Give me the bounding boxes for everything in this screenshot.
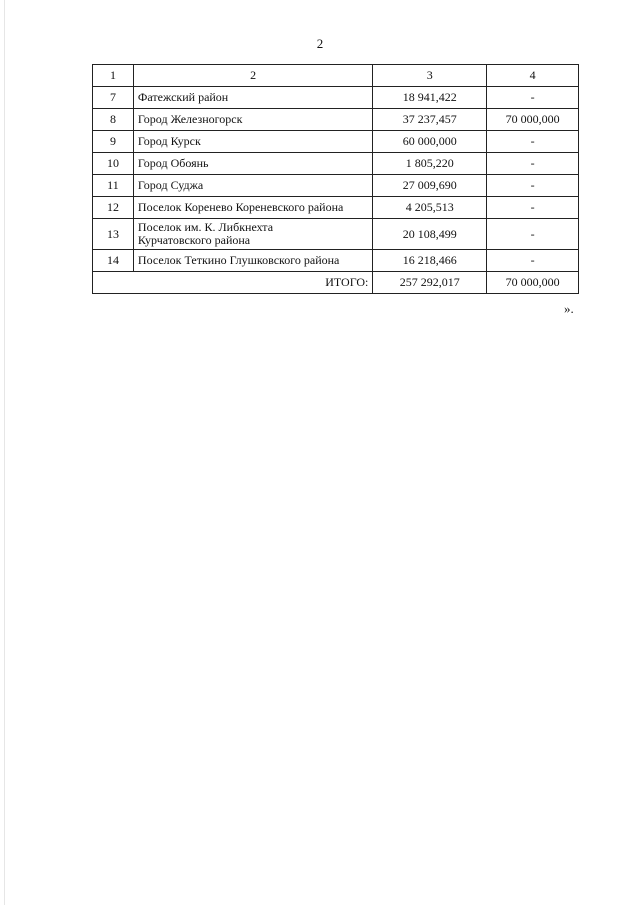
row-number: 12: [93, 197, 134, 219]
row-amount: 60 000,000: [373, 131, 487, 153]
row-name: Город Железногорск: [133, 109, 372, 131]
row-extra: -: [487, 153, 579, 175]
table-row: [93, 219, 579, 250]
row-number: 8: [93, 109, 134, 131]
closing-quote-mark: ».: [564, 301, 574, 316]
table-row: [93, 131, 579, 153]
row-amount: 37 237,457: [373, 109, 487, 131]
table-row: [93, 109, 579, 131]
total-row: [93, 272, 579, 294]
row-number: 9: [93, 131, 134, 153]
table-row: [93, 250, 579, 272]
row-extra: -: [487, 219, 579, 250]
row-name: Город Обоянь: [133, 153, 372, 175]
table-row: [93, 87, 579, 109]
table-header-row: [93, 65, 579, 87]
row-extra: 70 000,000: [487, 109, 579, 131]
row-amount: 27 009,690: [373, 175, 487, 197]
row-amount: 1 805,220: [373, 153, 487, 175]
header-cell: 3: [373, 65, 487, 87]
row-extra: -: [487, 175, 579, 197]
row-name: Город Курск: [133, 131, 372, 153]
allocation-table: [92, 64, 579, 294]
total-label: ИТОГО:: [93, 272, 373, 294]
table-row: [93, 175, 579, 197]
row-number: 11: [93, 175, 134, 197]
row-name: Поселок Теткино Глушковского района: [133, 250, 372, 272]
row-amount: 20 108,499: [373, 219, 487, 250]
row-extra: -: [487, 87, 579, 109]
row-name-line: Поселок им. К. Либкнехта: [137, 220, 274, 234]
table-row: [93, 153, 579, 175]
row-amount: 18 941,422: [373, 87, 487, 109]
row-amount: 4 205,513: [373, 197, 487, 219]
row-extra: -: [487, 131, 579, 153]
total-extra: 70 000,000: [487, 272, 579, 294]
row-name: [133, 219, 372, 250]
header-cell: 1: [93, 65, 134, 87]
row-amount: 16 218,466: [373, 250, 487, 272]
row-number: 13: [93, 219, 134, 250]
table-row: [93, 197, 579, 219]
total-amount: 257 292,017: [373, 272, 487, 294]
row-number: 7: [93, 87, 134, 109]
page-number: 2: [316, 36, 324, 51]
row-name-line: Курчатовского района: [137, 233, 251, 247]
header-cell: 2: [133, 65, 372, 87]
row-extra: -: [487, 250, 579, 272]
row-name: Поселок Коренево Кореневского района: [133, 197, 372, 219]
row-number: 14: [93, 250, 134, 272]
header-cell: 4: [487, 65, 579, 87]
row-name: Город Суджа: [133, 175, 372, 197]
row-number: 10: [93, 153, 134, 175]
scan-edge-line: [4, 0, 5, 905]
row-extra: -: [487, 197, 579, 219]
row-name: Фатежский район: [133, 87, 372, 109]
